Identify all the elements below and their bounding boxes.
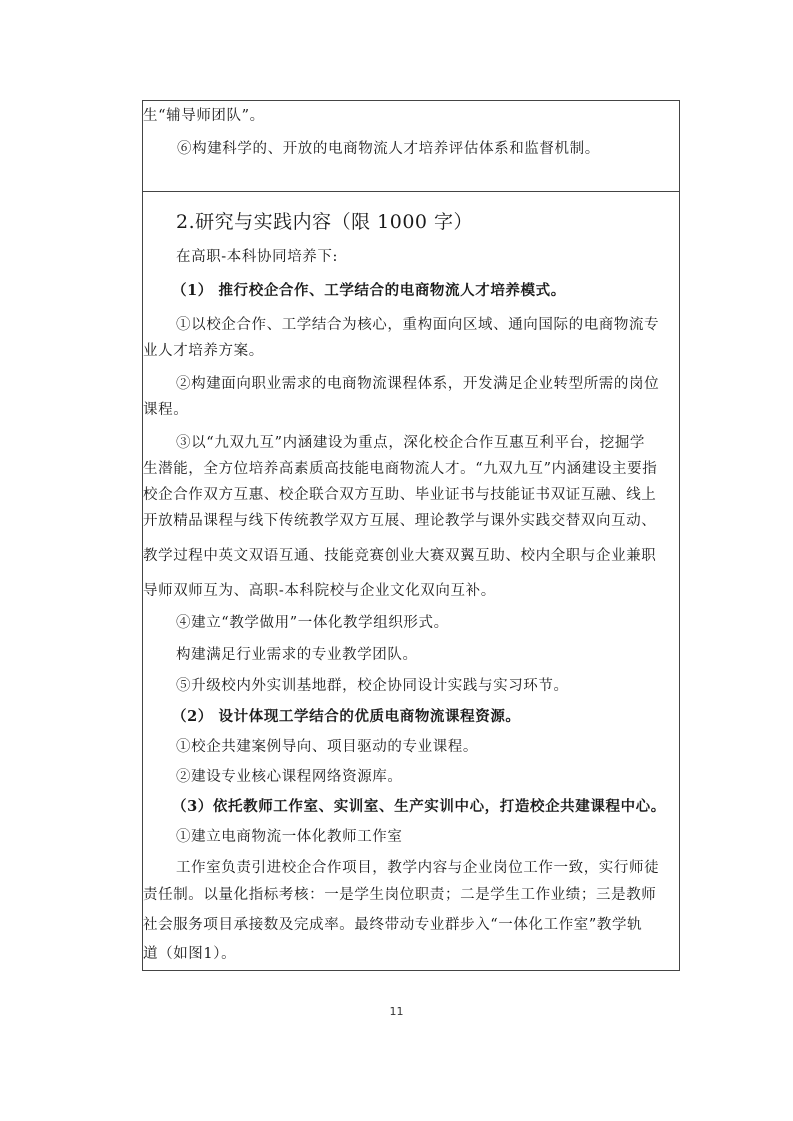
table-row-divider — [143, 191, 679, 192]
subheading: （1） 推行校企合作、工学结合的电商物流人才培养模式。 — [172, 282, 566, 299]
subheading: （3）依托教师工作室、实训室、生产实训中心，打造校企共建课程中心。 — [172, 798, 666, 815]
text-line: 导师双师互为、高职-本科院校与企业文化双向互补。 — [143, 583, 496, 599]
text-line: 教学过程中英文双语互通、技能竞赛创业大赛双翼互助、校内全职与企业兼职 — [143, 548, 657, 564]
text-line: 课程。 — [143, 402, 189, 418]
text-line: ②构建面向职业需求的电商物流课程体系，开发满足企业转型所需的岗位 — [176, 376, 660, 392]
intro-line: 在高职-本科协同培养下: — [176, 249, 338, 265]
text-line: ①校企共建案例导向、项目驱动的专业课程。 — [176, 739, 478, 755]
text-line: 责任制。以量化指标考核：一是学生岗位职责；二是学生工作业绩；三是教师 — [143, 887, 657, 903]
text-line: 社会服务项目承接数及完成率。最终带动专业群步入“一体化工作室”教学轨 — [143, 917, 643, 933]
text-line: ②建设专业核心课程网络资源库。 — [176, 769, 403, 785]
text-line: 生“辅导师团队”。 — [143, 108, 265, 124]
text-line: ①建立电商物流一体化教师工作室 — [176, 829, 403, 845]
text-line: ④建立“教学做用”一体化教学组织形式。 — [176, 615, 449, 631]
text-line: 业人才培养方案。 — [143, 343, 264, 359]
text-line: 工作室负责引进校企合作项目，教学内容与企业岗位工作一致，实行师徒 — [176, 860, 660, 876]
subheading: （2） 设计体现工学结合的优质电商物流课程资源。 — [172, 708, 521, 725]
section-title: 2.研究与实践内容（限 1000 字） — [176, 211, 474, 233]
text-line: ①以校企合作、工学结合为核心，重构面向区域、通向国际的电商物流专 — [176, 317, 660, 333]
text-line: 构建满足行业需求的专业教学团队。 — [176, 647, 418, 663]
text-line: 生潜能，全方位培养高素质高技能电商物流人才。“九双九互”内涵建设主要指 — [143, 461, 658, 477]
text-line: ③以“九双九互”内涵建设为重点，深化校企合作互惠互利平台，挖掘学 — [176, 435, 646, 451]
text-line: 校企合作双方互惠、校企联合双方互助、毕业证书与技能证书双证互融、线上 — [143, 487, 657, 503]
text-line: 道（如图1）。 — [143, 946, 237, 962]
text-line: ⑥构建科学的、开放的电商物流人才培养评估体系和监督机制。 — [177, 141, 600, 157]
text-line: ⑤升级校内外实训基地群，校企协同设计实践与实习环节。 — [176, 678, 569, 694]
text-line: 开放精品课程与线下传统教学双方互展、理论教学与课外实践交替双向互动、 — [143, 513, 657, 529]
page-number: 11 — [389, 1005, 404, 1018]
